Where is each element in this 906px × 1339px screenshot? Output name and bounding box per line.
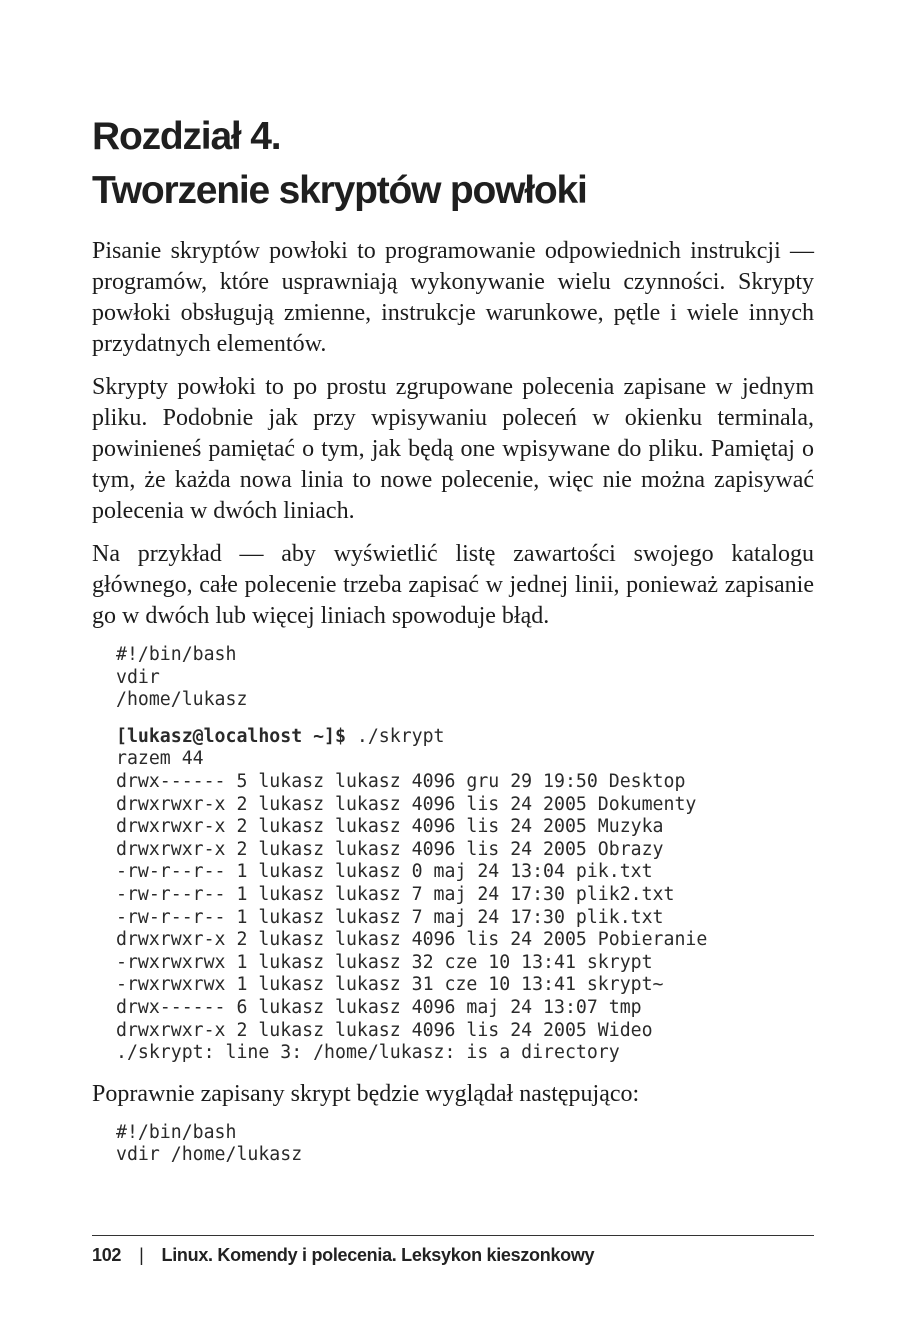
output-line: drwxrwxr-x 2 lukasz lukasz 4096 lis 24 2005 Muzyka	[116, 816, 664, 838]
code-line: /home/lukasz	[116, 689, 248, 711]
output-line: -rw-r--r-- 1 lukasz lukasz 7 maj 24 17:30 plik2.txt	[116, 883, 675, 905]
chapter-name: Tworzenie skryptów powłoki	[92, 169, 587, 212]
paragraph-intro: Pisanie skryptów powłoki to programowanie odpowiednich instrukcji — programów, które usprawniają wykonywanie wielu czynności. Skrypty powłoki obsługują zmienne, instrukcje warunkowe, pętle i wiele innych przydatnych elementów.	[92, 238, 814, 357]
output-line: drwx------ 5 lukasz lukasz 4096 gru 29 19:50 Desktop	[116, 770, 686, 792]
output-line: -rw-r--r-- 1 lukasz lukasz 7 maj 24 17:30 plik.txt	[116, 906, 664, 928]
output-line: drwxrwxr-x 2 lukasz lukasz 4096 lis 24 2005 Obrazy	[116, 838, 664, 860]
footer-divider	[92, 1235, 814, 1236]
output-line: drwxrwxr-x 2 lukasz lukasz 4096 lis 24 2005 Dokumenty	[116, 793, 697, 815]
terminal-command-line	[116, 726, 814, 749]
code-line: vdir /home/lukasz	[116, 1144, 303, 1166]
output-line: ./skrypt: line 3: /home/lukasz: is a directory	[116, 1042, 620, 1064]
output-line: razem 44	[116, 748, 204, 770]
code-block-correct	[116, 1122, 814, 1167]
output-line: drwx------ 6 lukasz lukasz 4096 maj 24 13:07 tmp	[116, 996, 642, 1018]
code-line: #!/bin/bash	[116, 644, 237, 665]
paragraph-correct: Poprawnie zapisany skrypt będzie wyglądał następująco:	[92, 1080, 640, 1107]
code-block-wrong	[116, 644, 814, 712]
paragraph-scripts: Skrypty powłoki to po prostu zgrupowane polecenia zapisane w jednym pliku. Podobnie jak przy wpisywaniu poleceń w okienku terminala, powinieneś pamiętać o tym, jak będą one wpisywane do pliku. Pamiętaj o tym, że każda nowa linia to nowe polecenie, więc nie można zapisywać polecenia w dwóch liniach.	[92, 374, 814, 524]
output-line: drwxrwxr-x 2 lukasz lukasz 4096 lis 24 2005 Pobieranie	[116, 929, 708, 951]
shell-command: ./skrypt	[345, 725, 445, 747]
page-footer	[92, 1243, 594, 1267]
terminal-output	[116, 726, 814, 1065]
paragraph-example: Na przykład — aby wyświetlić listę zawartości swojego katalogu głównego, całe polecenie trzeba zapisać w jednej linii, ponieważ zapisanie go w dwóch lub więcej liniach spowoduje błąd.	[92, 541, 814, 629]
output-line: -rwxrwxrwx 1 lukasz lukasz 32 cze 10 13:41 skrypt	[116, 951, 653, 973]
page-number: 102	[92, 1245, 122, 1265]
code-line: vdir	[116, 666, 160, 688]
output-line: drwxrwxr-x 2 lukasz lukasz 4096 lis 24 2005 Wideo	[116, 1019, 653, 1041]
output-line: -rwxrwxrwx 1 lukasz lukasz 31 cze 10 13:41 skrypt~	[116, 974, 664, 996]
chapter-number: Rozdział 4.	[92, 115, 281, 158]
code-line: #!/bin/bash	[116, 1121, 237, 1143]
page-content	[92, 110, 814, 1181]
footer-separator: |	[139, 1245, 144, 1265]
shell-prompt: [lukasz@localhost ~]$	[116, 725, 346, 747]
output-line: -rw-r--r-- 1 lukasz lukasz 0 maj 24 13:04 pik.txt	[116, 861, 653, 883]
chapter-title	[92, 110, 814, 218]
book-title: Linux. Komendy i polecenia. Leksykon kieszonkowy	[161, 1245, 595, 1265]
